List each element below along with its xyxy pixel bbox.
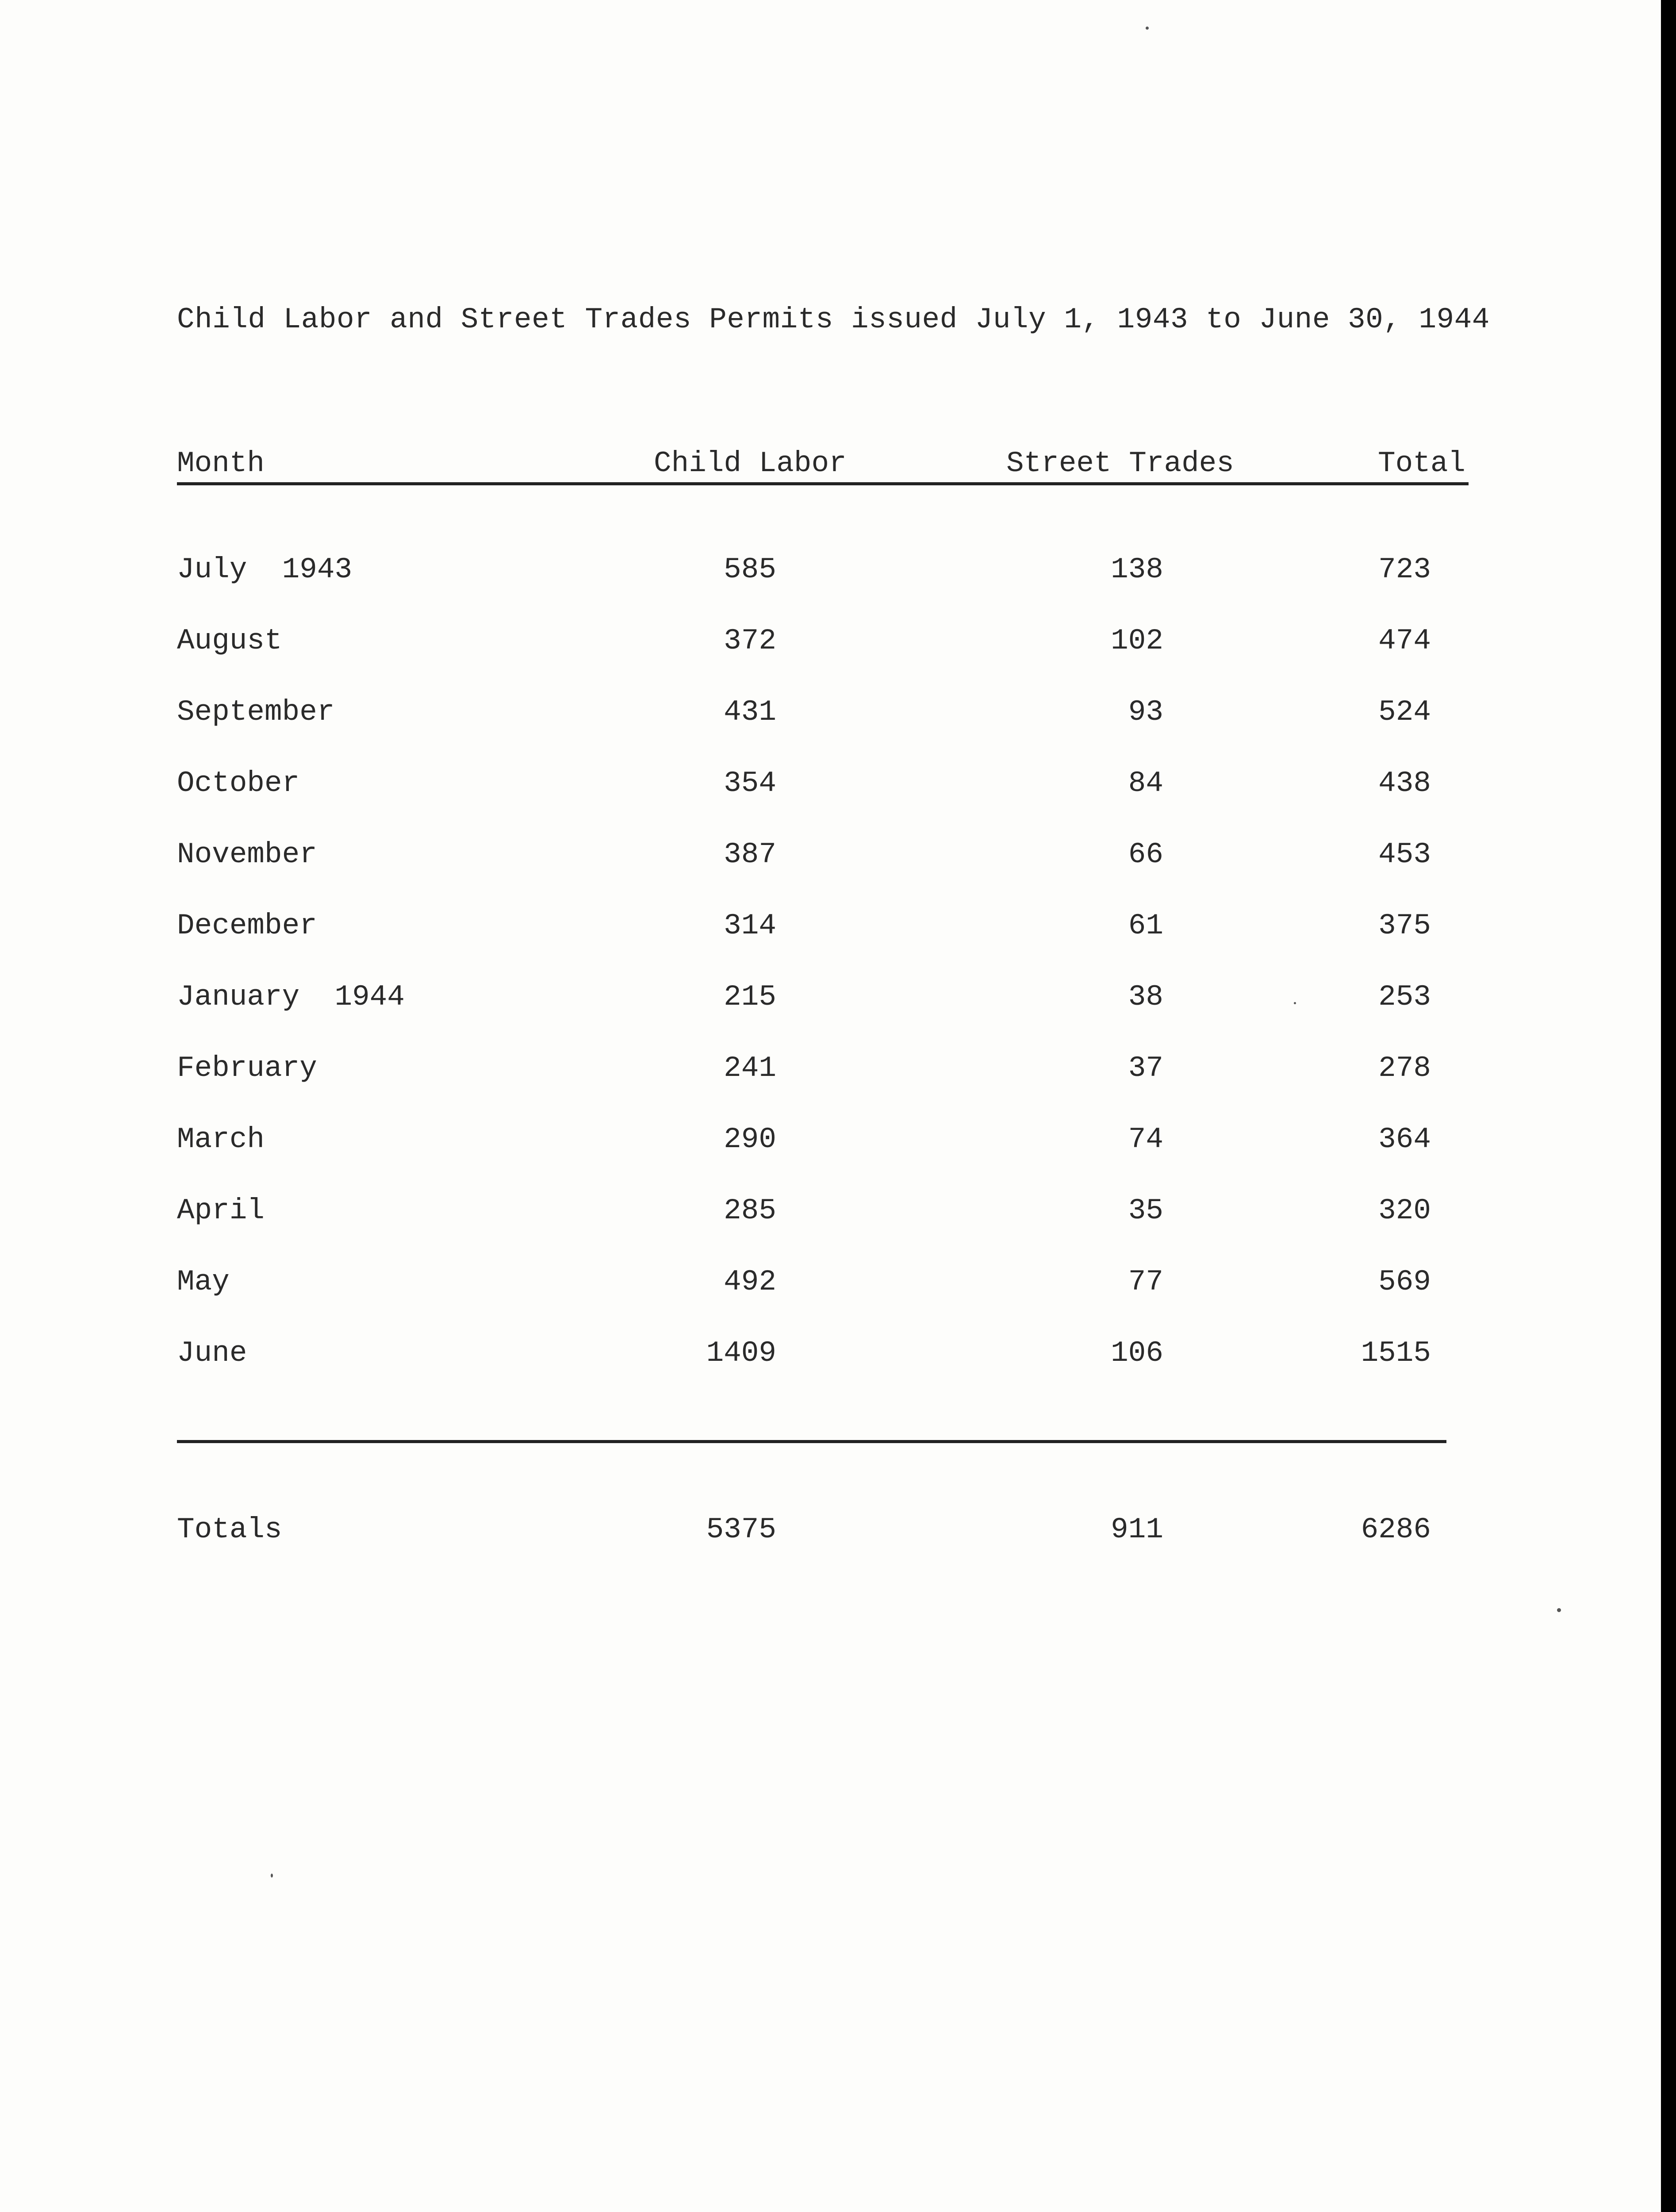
cell-child-labor: 431 (724, 695, 776, 729)
table-row (0, 1125, 1661, 1196)
cell-street-trades: 37 (1128, 1052, 1163, 1085)
totals-divider (177, 1440, 1446, 1443)
cell-street-trades: 77 (1128, 1265, 1163, 1298)
table-row (0, 769, 1661, 840)
scan-speck (1146, 27, 1149, 30)
cell-child-labor: 241 (724, 1052, 776, 1085)
cell-street-trades: 102 (1111, 624, 1163, 657)
totals-child-labor: 5375 (706, 1513, 776, 1546)
cell-child-labor: 290 (724, 1123, 776, 1156)
cell-street-trades: 61 (1128, 909, 1163, 942)
cell-month: August (177, 624, 282, 657)
cell-total: 320 (1378, 1194, 1431, 1227)
cell-street-trades: 93 (1128, 695, 1163, 729)
cell-street-trades: 84 (1128, 767, 1163, 800)
cell-month: September (177, 695, 335, 729)
header-month: Month (177, 447, 265, 480)
table-row (0, 911, 1661, 983)
cell-child-labor: 372 (724, 624, 776, 657)
table-row (0, 695, 1661, 769)
cell-street-trades: 35 (1128, 1194, 1163, 1227)
totals-row (0, 1515, 1661, 1551)
cell-street-trades: 66 (1128, 838, 1163, 871)
totals-total: 6286 (1361, 1513, 1431, 1546)
totals-street-trades: 911 (1111, 1513, 1163, 1546)
table-row (0, 626, 1661, 698)
cell-child-labor: 285 (724, 1194, 776, 1227)
table-row (0, 840, 1661, 911)
table-row (0, 1054, 1661, 1125)
scan-speck (1557, 1608, 1561, 1612)
cell-month: April (177, 1194, 265, 1227)
cell-child-labor: 585 (724, 553, 776, 586)
cell-total: 364 (1378, 1123, 1431, 1156)
header-child-labor: Child Labor (654, 447, 847, 480)
table-row (0, 980, 1661, 1054)
cell-month: October (177, 767, 300, 800)
header-street-trades: Street Trades (1006, 447, 1234, 480)
cell-total: 569 (1378, 1265, 1431, 1298)
cell-total: 438 (1378, 767, 1431, 800)
table-row (0, 1196, 1661, 1267)
cell-month: November (177, 838, 317, 871)
cell-street-trades: 74 (1128, 1123, 1163, 1156)
scan-speck (1294, 1002, 1296, 1004)
cell-month: January 1944 (177, 980, 405, 1014)
scan-speck (271, 1874, 273, 1878)
cell-total: 474 (1378, 624, 1431, 657)
cell-child-labor: 354 (724, 767, 776, 800)
cell-month: December (177, 909, 317, 942)
totals-label: Totals (177, 1513, 282, 1546)
cell-month: May (177, 1265, 230, 1298)
cell-child-labor: 1409 (706, 1336, 776, 1370)
header-underline (177, 482, 1469, 485)
cell-total: 1515 (1361, 1336, 1431, 1370)
document-title: Child Labor and Street Trades Permits issued July 1, 1943 to June 30, 1944 (177, 303, 1490, 336)
header-total: Total (1378, 447, 1466, 480)
cell-month: June (177, 1336, 247, 1370)
cell-total: 375 (1378, 909, 1431, 942)
table-row (0, 555, 1661, 626)
cell-street-trades: 106 (1111, 1336, 1163, 1370)
cell-total: 278 (1378, 1052, 1431, 1085)
cell-street-trades: 138 (1111, 553, 1163, 586)
table-row (0, 1336, 1661, 1410)
cell-child-labor: 215 (724, 980, 776, 1014)
cell-total: 723 (1378, 553, 1431, 586)
table-row (0, 1267, 1661, 1339)
cell-month: February (177, 1052, 317, 1085)
cell-street-trades: 38 (1128, 980, 1163, 1014)
cell-total: 524 (1378, 695, 1431, 729)
cell-total: 453 (1378, 838, 1431, 871)
cell-child-labor: 314 (724, 909, 776, 942)
cell-month: July 1943 (177, 553, 353, 586)
cell-child-labor: 492 (724, 1265, 776, 1298)
cell-month: March (177, 1123, 265, 1156)
cell-child-labor: 387 (724, 838, 776, 871)
permits-table-body (0, 555, 1661, 1410)
cell-total: 253 (1378, 980, 1431, 1014)
